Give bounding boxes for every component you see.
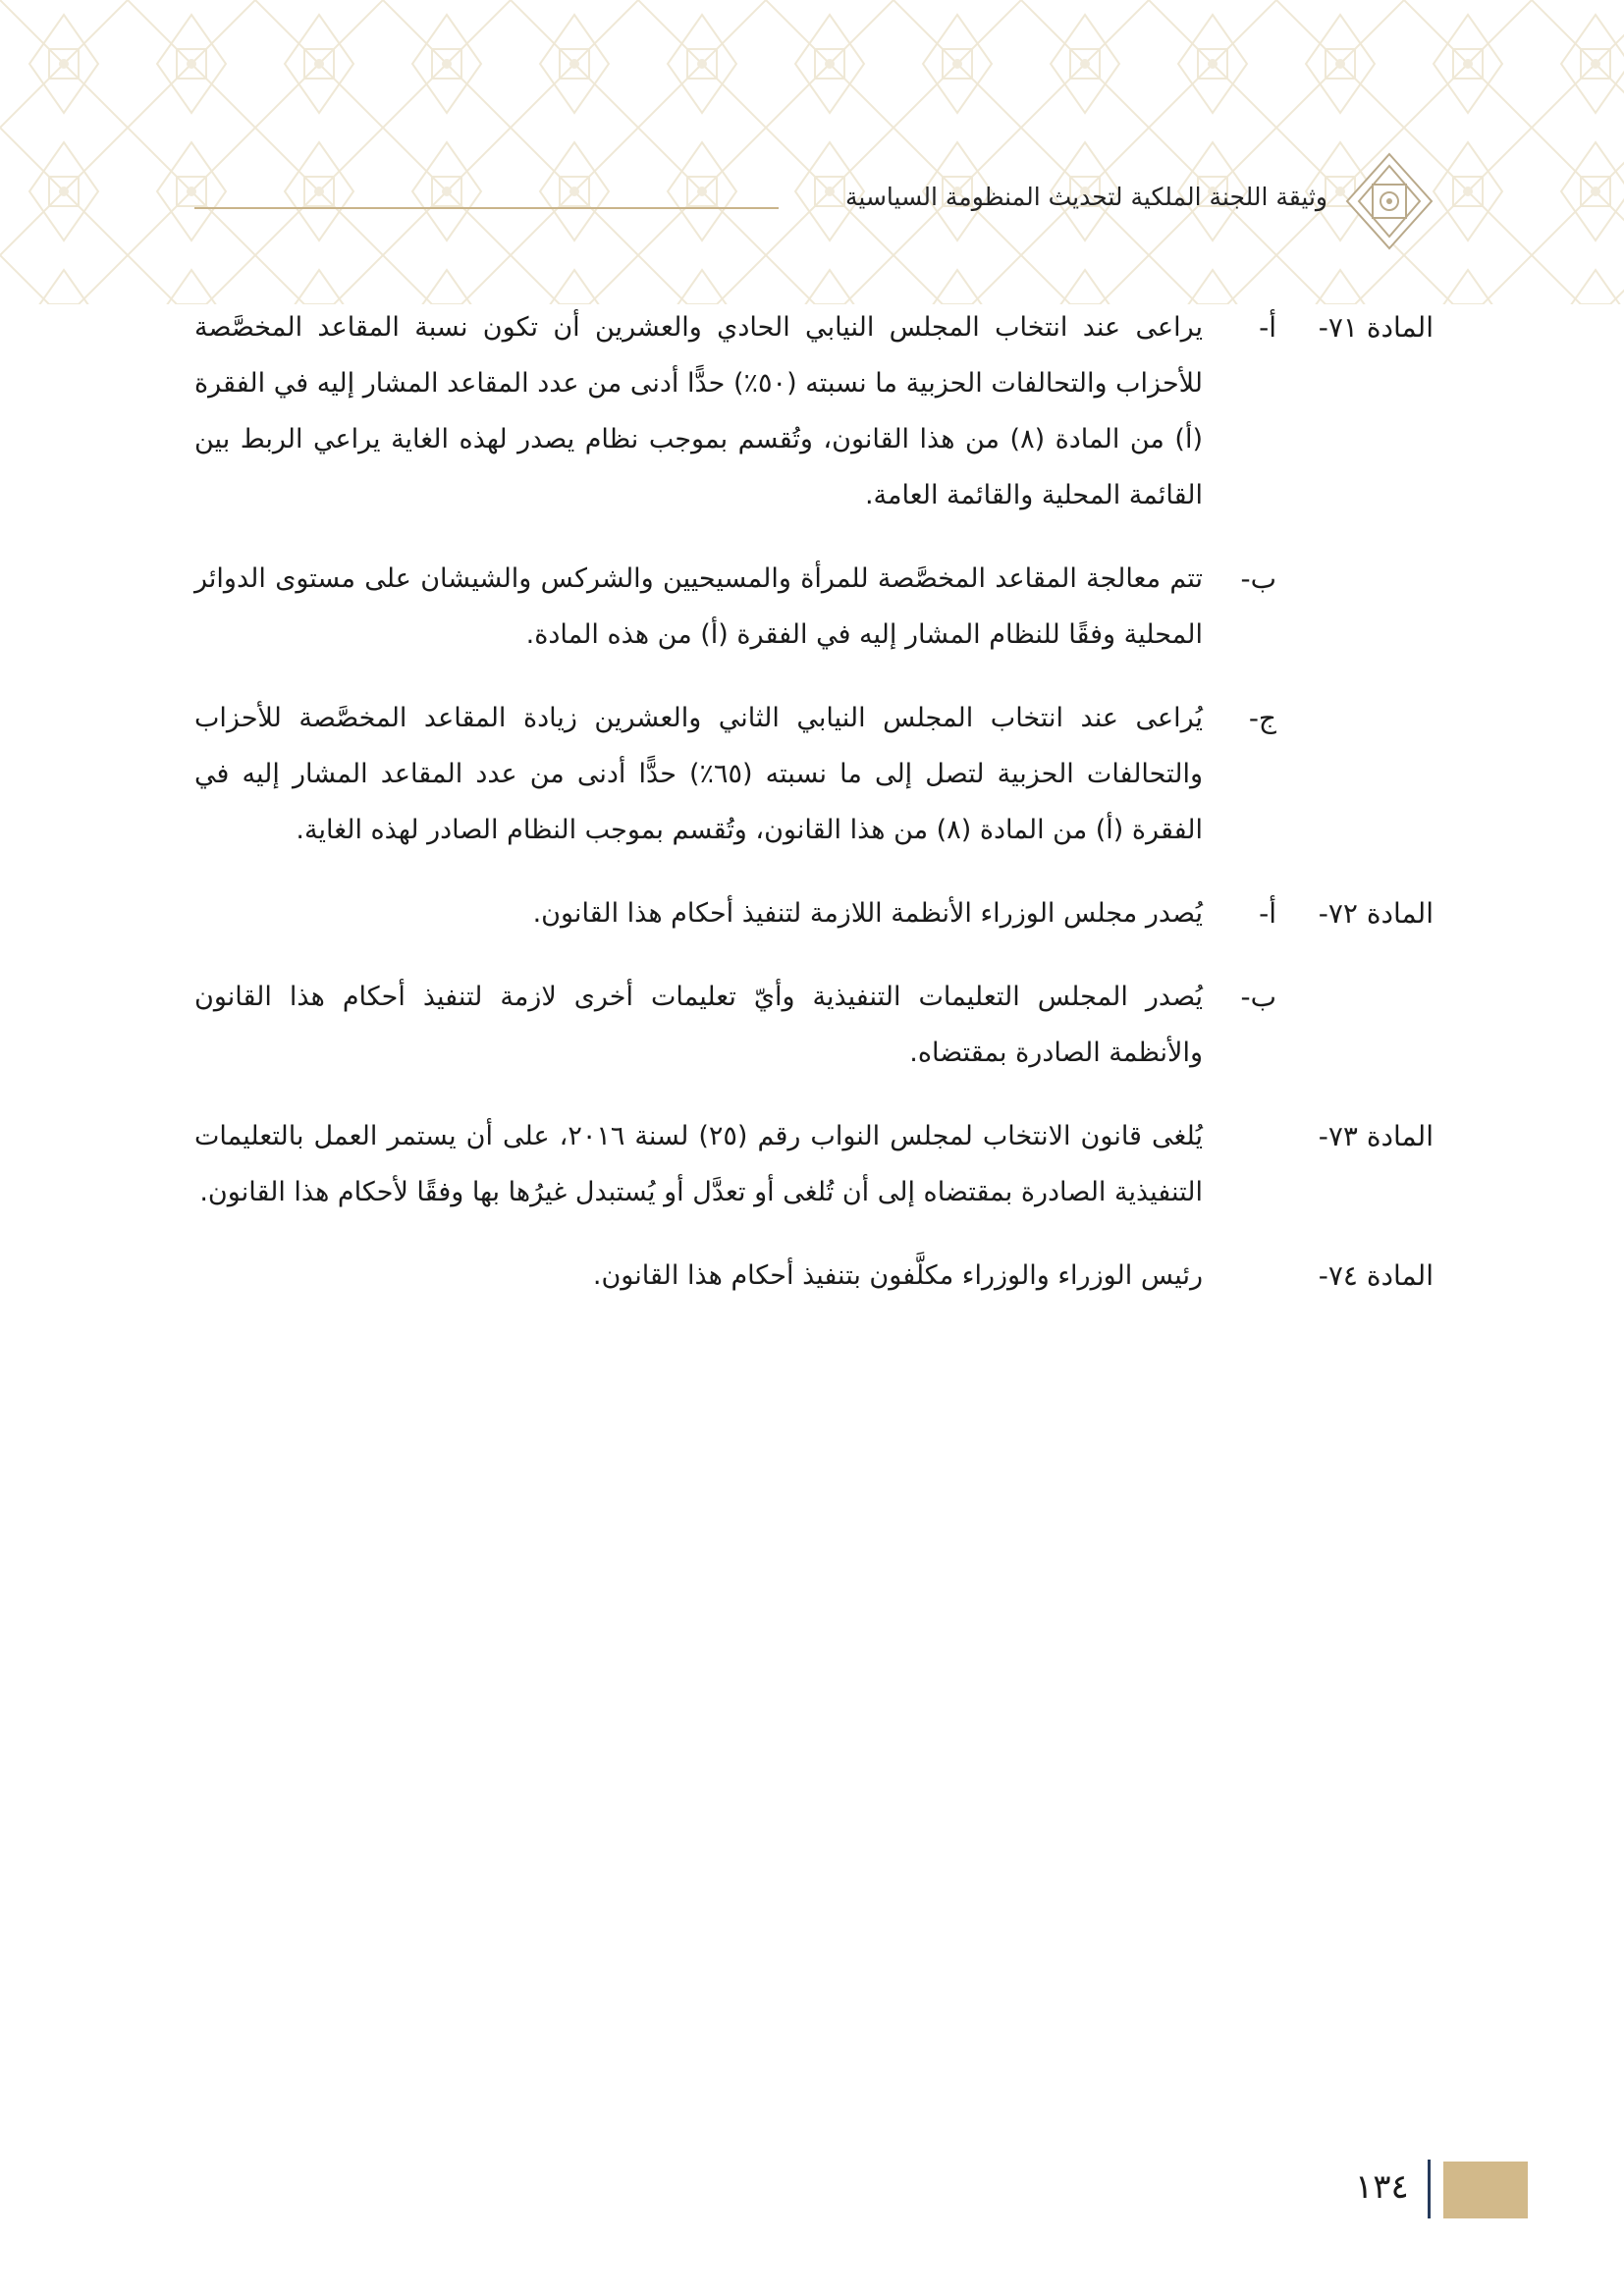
clause-text: يُصدر المجلس التعليمات التنفيذية وأيّ تعليمات أخرى لازمة لتنفيذ أحكام هذا القانون والأنظمة الصادرة بمقتضاه. [194,982,1203,1068]
document-header-title: وثيقة اللجنة الملكية لتحديث المنظومة السياسية [845,183,1327,211]
clause-text: يُراعى عند انتخاب المجلس النيابي الثاني والعشرين زيادة المقاعد المخصَّصة للأحزاب والتحالفات الحزبية لتصل إلى ما نسبته (٦٥٪) حدًّا أدنى من عدد المقاعد المشار إليه في الفقرة (أ) من المادة (٨) من هذا القانون، وتُقسم بموجب النظام الصادر لهذه الغاية. [194,703,1203,845]
article-label: المادة ٧٢- [1318,897,1434,930]
articles-content [194,299,1434,1331]
clause-letter: ج- [1248,702,1276,734]
article-71-c [194,690,1434,858]
article-label: المادة ٧٣- [1318,1120,1434,1152]
clause-letter: ب- [1240,562,1276,595]
article-71-b [194,551,1434,663]
page-number-accent-box [1443,2162,1528,2218]
page-number: ١٣٤ [1355,2167,1409,2207]
article-72-b [194,969,1434,1081]
header-divider [194,207,779,209]
article-74 [194,1248,1434,1304]
clause-letter: ب- [1240,981,1276,1013]
page-number-divider [1428,2160,1431,2218]
clause-text: يراعى عند انتخاب المجلس النيابي الحادي والعشرين أن تكون نسبة المقاعد المخصَّصة للأحزاب والتحالفات الحزبية ما نسبته (٥٠٪) حدًّا أدنى من عدد المقاعد المشار إليه في الفقرة (أ) من المادة (٨) من هذا القانون، وتُقسم بموجب نظام يصدر لهذه الغاية يراعي الربط بين القائمة المحلية والقائمة العامة. [194,312,1203,510]
article-label: المادة ٧٤- [1318,1259,1434,1292]
clause-letter: أ- [1259,311,1276,344]
article-71-a [194,299,1434,523]
clause-text: يُصدر مجلس الوزراء الأنظمة اللازمة لتنفيذ أحكام هذا القانون. [532,898,1203,929]
clause-text: يُلغى قانون الانتخاب لمجلس النواب رقم (٢٥) لسنة ٢٠١٦، على أن يستمر العمل بالتعليمات التنفيذية الصادرة بمقتضاه إلى أن تُلغى أو تعدَّل أو يُستبدل غيرُها بها وفقًا لأحكام هذا القانون. [194,1121,1203,1207]
article-73 [194,1108,1434,1220]
clause-text: رئيس الوزراء والوزراء مكلَّفون بتنفيذ أحكام هذا القانون. [592,1260,1203,1291]
clause-letter: أ- [1259,897,1276,930]
emblem-logo [1345,152,1434,250]
article-72-a [194,885,1434,941]
clause-text: تتم معالجة المقاعد المخصَّصة للمرأة والمسيحيين والشركس والشيشان على مستوى الدوائر المحلية وفقًا للنظام المشار إليه في الفقرة (أ) من هذه المادة. [194,563,1203,650]
article-label: المادة ٧١- [1318,311,1434,344]
